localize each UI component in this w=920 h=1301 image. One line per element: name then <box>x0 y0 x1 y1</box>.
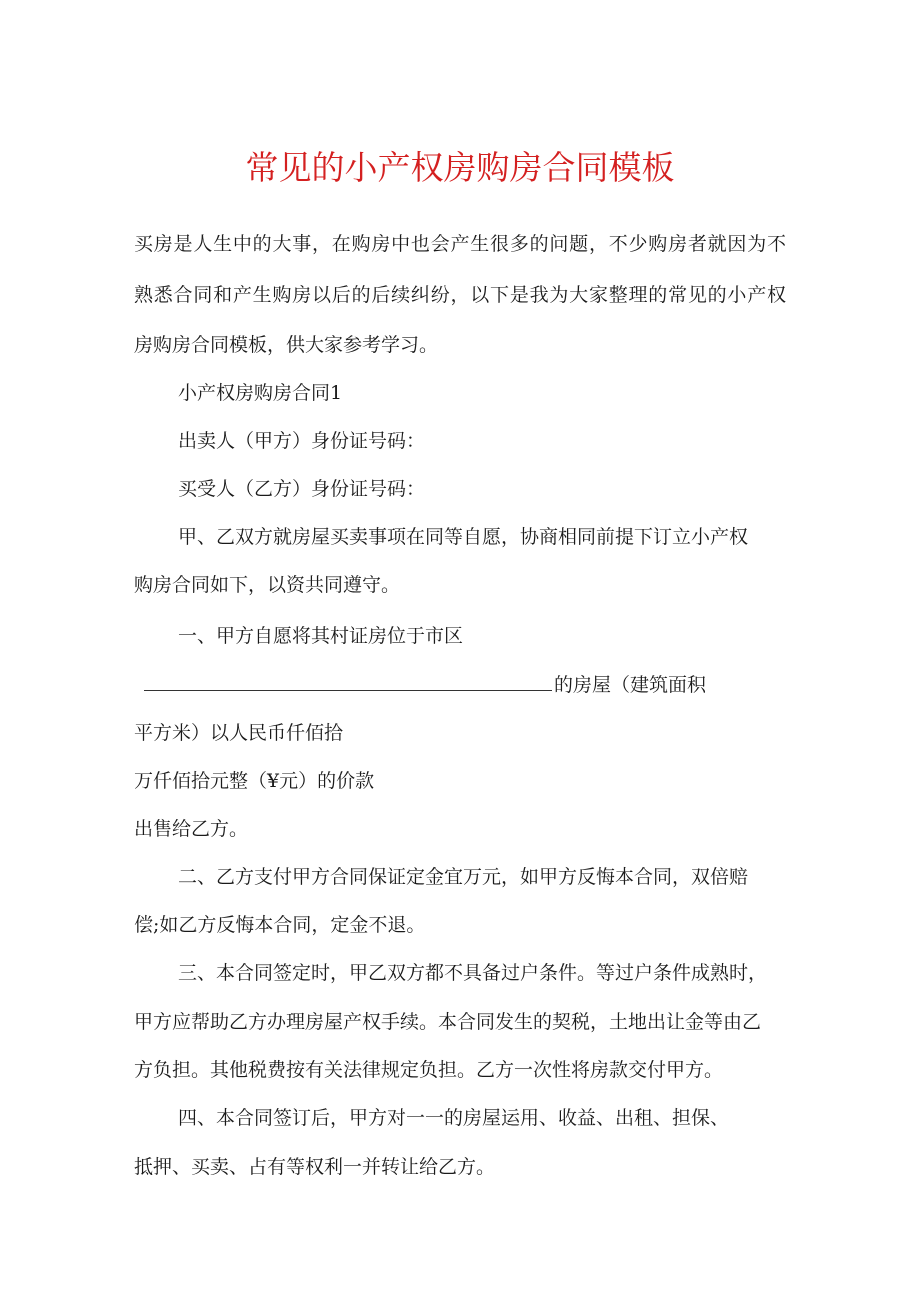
document-title: 常见的小产权房购房合同模板 <box>245 148 675 187</box>
clause3-line-2: 甲方应帮助乙方办理房屋产权手续。本合同发生的契税，土地出让金等由乙 <box>134 1011 762 1033</box>
address-blank <box>144 672 552 691</box>
intro-line-2: 熟悉合同和产生购房以后的后续纠纷，以下是我为大家整理的常见的小产权 <box>134 284 786 306</box>
seller-line: 出卖人（甲方）身份证号码： <box>178 430 426 452</box>
clause3-line-1: 三、本合同签定时，甲乙双方都不具备过户条件。等过户条件成熟时， <box>178 962 768 984</box>
clause4-line-2: 抵押、买卖、占有等权利一并转让给乙方。 <box>134 1156 496 1178</box>
clause1-line-2 <box>144 672 706 698</box>
buyer-line: 买受人（乙方）身份证号码： <box>178 478 426 500</box>
clause1-line-1: 一、甲方自愿将其村证房位于市区 <box>178 625 464 647</box>
clause1-line-2-text: 的房屋（建筑面积 <box>554 674 707 696</box>
clause1-line-3: 平方米）以人民币仟佰拾 <box>134 722 344 744</box>
preamble-line-1: 甲、乙双方就房屋买卖事项在同等自愿，协商相同前提下订立小产权 <box>178 526 749 548</box>
clause2-line-1: 二、乙方支付甲方合同保证定金宜万元，如甲方反悔本合同，双倍赔 <box>178 866 749 888</box>
clause1-line-4: 万仟佰拾元整（¥元）的价款 <box>134 770 375 792</box>
contract-heading: 小产权房购房合同1 <box>178 382 343 404</box>
preamble-line-2: 购房合同如下，以资共同遵守。 <box>134 574 401 596</box>
clause1-line-5: 出售给乙方。 <box>134 818 249 840</box>
intro-line-1: 买房是人生中的大事，在购房中也会产生很多的问题，不少购房者就因为不 <box>134 233 786 255</box>
intro-line-3: 房购房合同模板，供大家参考学习。 <box>134 334 439 356</box>
clause2-line-2: 偿;如乙方反悔本合同，定金不退。 <box>134 914 426 936</box>
clause4-line-1: 四、本合同签订后，甲方对一一的房屋运用、收益、出租、担保、 <box>178 1107 730 1129</box>
clause3-line-3: 方负担。其他税费按有关法律规定负担。乙方一次性将房款交付甲方。 <box>134 1059 724 1081</box>
